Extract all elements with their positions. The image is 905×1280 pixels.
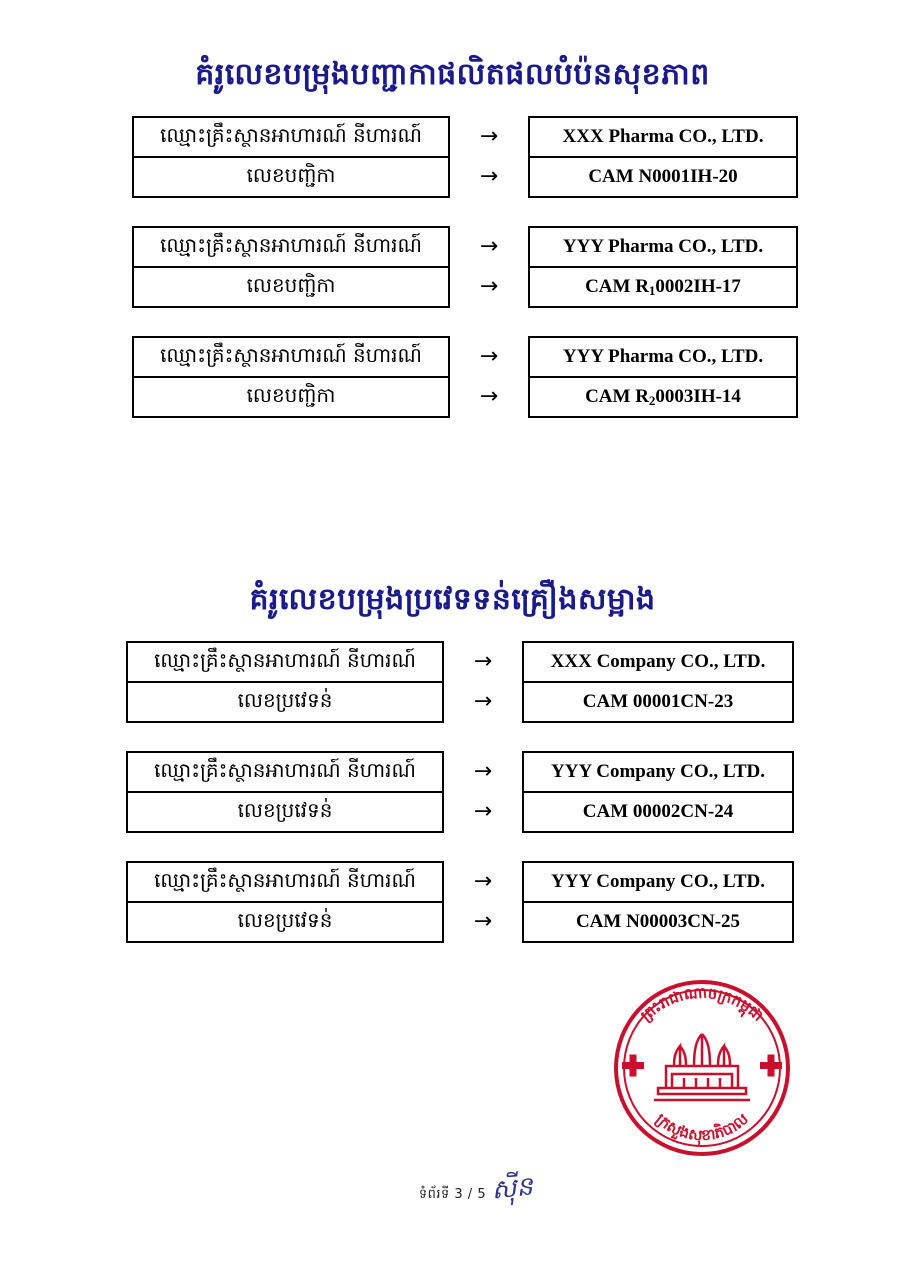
right-value-box [528,156,798,198]
establishment-name-label: ឈ្មោះគ្រឹះស្ថានអាហារណ៍ នីហារណ៍ [160,343,422,367]
group [0,116,905,198]
company-name-value: XXX Pharma CO., LTD. [562,126,764,147]
table-row [0,376,905,418]
reg-subscript: 1 [648,283,656,298]
notification-number-value: CAM 00001CN-23 [582,691,734,712]
registration-number-label: លេខបញ្ជិកា [246,163,336,187]
notification-number-value: CAM 00002CN-24 [582,801,734,822]
arrow-icon: → [473,759,493,784]
left-label-box [132,376,450,418]
page-number: ទំព័រទី 3 / 5 [418,1187,487,1202]
left-label-box [126,751,444,793]
right-value-box [528,266,798,308]
company-name-value: YYY Company CO., LTD. [551,761,765,782]
registration-number-value [585,386,741,408]
establishment-name-label: ឈ្មោះគ្រឹះស្ថានអាហារណ៍ នីហារណ៍ [160,233,422,257]
notification-number-label: លេខប្រវេទន់ [237,688,333,712]
section-title: គំរូលេខបម្រុងប្រវេទទន់គ្រឿងសម្អាង [249,582,656,617]
arrow-icon: → [479,274,499,299]
arrow-icon: → [479,384,499,409]
establishment-name-label: ឈ្មោះគ្រឹះស្ថានអាហារណ៍ នីហារណ៍ [154,868,416,892]
reg-prefix: CAM R [585,386,649,407]
official-stamp-icon [596,962,808,1174]
table-row [0,791,905,833]
arrow-icon: → [479,124,499,149]
arrow-icon: → [479,164,499,189]
left-label-box [132,266,450,308]
registration-number-value [585,276,741,298]
right-value-box [528,336,798,378]
section-title: គំរូលេខបម្រុងបញ្ជាកាផលិតផលបំប៉នសុខភាព [195,57,710,92]
establishment-name-label: ឈ្មោះគ្រឹះស្ថានអាហារណ៍ នីហារណ៍ [154,758,416,782]
left-label-box [126,861,444,903]
arrow-icon: → [479,344,499,369]
table-row [0,336,905,378]
table-row [0,266,905,308]
arrow-icon: → [473,799,493,824]
arrow-icon: → [473,689,493,714]
svg-text:ព្រះរាជាណាចក្រកម្ពុជា: ព្រះរាជាណាចក្រកម្ពុជា [637,983,768,1025]
table-row [0,156,905,198]
table-row [0,901,905,943]
arrow-icon: → [473,649,493,674]
left-label-box [132,156,450,198]
registration-number-label: លេខបញ្ជិកា [246,383,336,407]
establishment-name-label: ឈ្មោះគ្រឹះស្ថានអាហារណ៍ នីហារណ៍ [160,123,422,147]
right-value-box [522,641,794,683]
arrow-icon: → [479,234,499,259]
right-value-box [522,751,794,793]
page-footer [0,1186,905,1205]
table-row [0,116,905,158]
arrow-icon: → [473,909,493,934]
company-name-value: YYY Pharma CO., LTD. [562,346,764,367]
group [0,751,905,833]
left-label-box [126,641,444,683]
group [0,861,905,943]
company-name-value: XXX Company CO., LTD. [550,651,766,672]
group [0,641,905,723]
right-value-box [522,861,794,903]
group [0,336,905,418]
registration-number-value: CAM N0001IH-20 [588,166,738,187]
table-row [0,681,905,723]
left-label-box [126,681,444,723]
registration-number-label: លេខបញ្ជិកា [246,273,336,297]
right-value-box [522,681,794,723]
right-value-box [528,226,798,268]
section-cosmetics [0,580,905,965]
left-label-box [132,336,450,378]
left-label-box [132,116,450,158]
left-label-box [126,791,444,833]
reg-prefix: CAM R [585,276,649,297]
table-row [0,641,905,683]
reg-suffix: 0002IH-17 [655,276,741,297]
establishment-name-label: ឈ្មោះគ្រឹះស្ថានអាហារណ៍ នីហារណ៍ [154,648,416,672]
right-value-box [522,791,794,833]
right-value-box [528,116,798,158]
svg-text:ក្រសួងសុខាភិបាល: ក្រសួងសុខាភិបាល [652,1109,752,1145]
right-value-box [522,901,794,943]
notification-number-value: CAM N00003CN-25 [575,911,741,932]
reg-subscript: 2 [648,393,656,408]
right-value-box [528,376,798,418]
table-row [0,751,905,793]
table-row [0,226,905,268]
company-name-value: YYY Pharma CO., LTD. [562,236,764,257]
left-label-box [126,901,444,943]
arrow-icon: → [473,869,493,894]
company-name-value: YYY Company CO., LTD. [551,871,765,892]
notification-number-label: លេខប្រវេទន់ [237,908,333,932]
reg-suffix: 0003IH-14 [655,386,741,407]
group [0,226,905,308]
signature: ស៊ីន [490,1171,535,1206]
table-row [0,861,905,903]
section-health-supplement [0,55,905,440]
left-label-box [132,226,450,268]
notification-number-label: លេខប្រវេទន់ [237,798,333,822]
